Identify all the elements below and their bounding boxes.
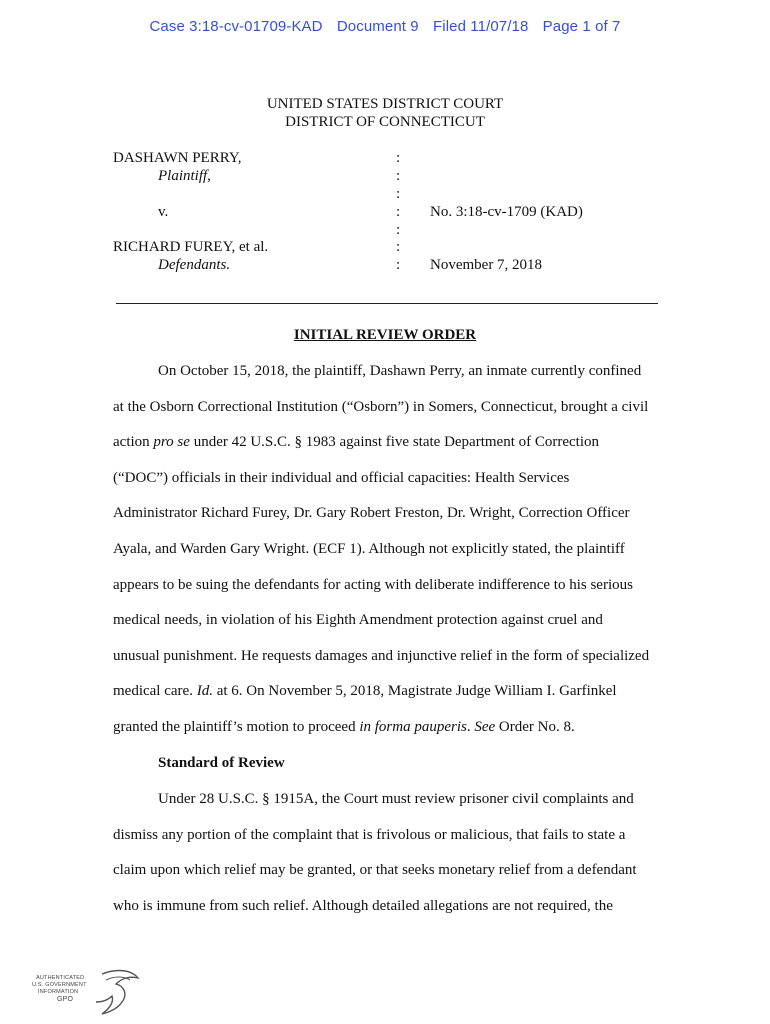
plaintiff-name: DASHAWN PERRY, — [113, 150, 242, 166]
body-line: dismiss any portion of the complaint that is frivolous or malicious, that fails to state a — [113, 827, 626, 843]
page-number-stamp: Page 1 of 7 — [542, 18, 621, 35]
caption-colon: : — [396, 186, 401, 202]
caption-row — [113, 256, 543, 274]
body-line: at the Osborn Correctional Institution (“Osborn”) in Somers, Connecticut, brought a civil — [113, 399, 649, 415]
plaintiff-role: Plaintiff, — [158, 168, 211, 184]
court-name — [0, 95, 770, 131]
gpo-authentication-seal — [30, 968, 140, 1018]
body-line: action pro se under 42 U.S.C. § 1983 against five state Department of Correction — [113, 434, 600, 450]
versus-label: v. — [158, 204, 169, 220]
caption-row — [113, 149, 401, 167]
eagle-icon — [82, 966, 142, 1016]
body-line: Administrator Richard Furey, Dr. Gary Robert Freston, Dr. Wright, Correction Officer — [113, 505, 630, 521]
filed-date-stamp: Filed 11/07/18 — [433, 18, 529, 35]
body-line: granted the plaintiff’s motion to proceed in forma pauperis. See Order No. 8. — [113, 719, 575, 735]
seal-text: INFORMATION — [38, 989, 79, 995]
order-title: INITIAL REVIEW ORDER — [293, 327, 477, 343]
body-line: who is immune from such relief. Although detailed allegations are not required, the — [113, 898, 613, 914]
case-header-stamp — [0, 18, 770, 35]
caption-colon: : — [396, 168, 401, 184]
caption-colon: : — [396, 204, 401, 220]
order-date: November 7, 2018 — [430, 257, 543, 273]
body-line: Ayala, and Warden Gary Wright. (ECF 1). Although not explicitly stated, the plaintiff — [113, 541, 625, 557]
caption-row — [113, 203, 583, 221]
latin-term: pro se — [153, 434, 190, 450]
court-name-line1: UNITED STATES DISTRICT COURT — [266, 96, 504, 112]
citation-id: Id. — [196, 683, 213, 699]
document-number-stamp: Document 9 — [336, 18, 419, 35]
body-line: medical needs, in violation of his Eighth Amendment protection against cruel and — [113, 612, 603, 628]
body-line: Under 28 U.S.C. § 1915A, the Court must review prisoner civil complaints and — [158, 791, 634, 807]
section-heading: Standard of Review — [158, 755, 285, 771]
body-line: unusual punishment. He requests damages and injunctive relief in the form of specialized — [113, 648, 650, 664]
caption-colon: : — [396, 150, 401, 166]
seal-text: U.S. GOVERNMENT — [32, 982, 87, 988]
citation-signal: See — [474, 719, 496, 735]
caption-divider — [116, 303, 658, 304]
case-number-stamp: Case 3:18-cv-01709-KAD — [149, 18, 323, 35]
latin-term: in forma pauperis — [359, 719, 467, 735]
body-line: On October 15, 2018, the plaintiff, Dashawn Perry, an inmate currently confined — [158, 363, 642, 379]
body-line: claim upon which relief may be granted, or that seeks monetary relief from a defendant — [113, 862, 637, 878]
caption-colon: : — [396, 257, 401, 273]
body-line: medical care. Id. at 6. On November 5, 2018, Magistrate Judge William I. Garfinkel — [113, 683, 617, 699]
caption-colon: : — [396, 222, 401, 238]
court-name-line2: DISTRICT OF CONNECTICUT — [285, 114, 485, 130]
body-line: appears to be suing the defendants for acting with deliberate indifference to his serious — [113, 577, 633, 593]
caption-row — [113, 167, 401, 185]
defendant-role: Defendants. — [158, 257, 231, 273]
defendant-name: RICHARD FUREY, et al. — [113, 239, 269, 255]
seal-text: AUTHENTICATED — [36, 975, 85, 981]
body-line: (“DOC”) officials in their individual and official capacities: Health Services — [113, 470, 570, 486]
caption-row — [113, 238, 401, 256]
seal-text: GPO — [57, 996, 74, 1003]
case-number: No. 3:18-cv-1709 (KAD) — [430, 204, 583, 220]
caption-colon: : — [396, 239, 401, 255]
